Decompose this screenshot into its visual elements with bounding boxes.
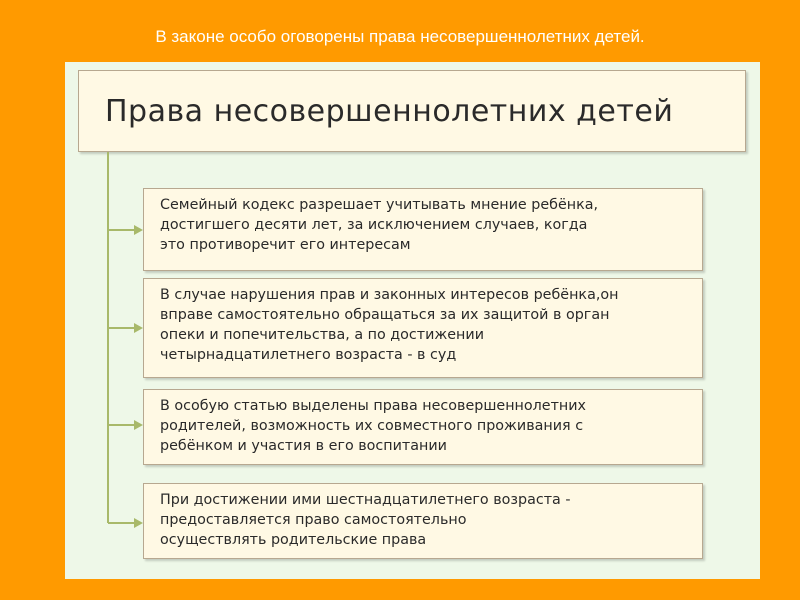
connector-arrow-2 [134,323,143,333]
diagram-item-4-text: При достижении ими шестнадцатилетнего возраста - предоставляется право самостоятельно осуществлять родительские права [160,492,571,548]
diagram-title: Права несовершеннолетних детей [105,93,674,129]
connector-arrow-4 [134,518,143,528]
diagram-item-3-text: В особую статью выделены права несовершеннолетних родителей, возможность их совместного проживания с ребёнком и участия в его воспитании [160,398,587,454]
diagram-item-2-text: В случае нарушения прав и законных интересов ребёнка,он вправе самостоятельно обращаться за их защитой в орган опеки и попечительства, а по достижении четырнадцатилетнего возраста - в суд [160,287,619,363]
diagram-item-1-text: Семейный кодекс разрешает учитывать мнение ребёнка, достигшего десяти лет, за исключением случаев, когда это противоречит его интересам [160,197,599,253]
connector-arrow-3 [134,420,143,430]
diagram-item-2 [143,278,703,378]
diagram-item-3 [143,389,703,465]
diagram-item-1 [143,188,703,271]
slide-caption: В законе особо оговорены права несовершеннолетних детей. [155,27,645,46]
diagram-item-4 [143,483,703,559]
connector-arrow-1 [134,225,143,235]
